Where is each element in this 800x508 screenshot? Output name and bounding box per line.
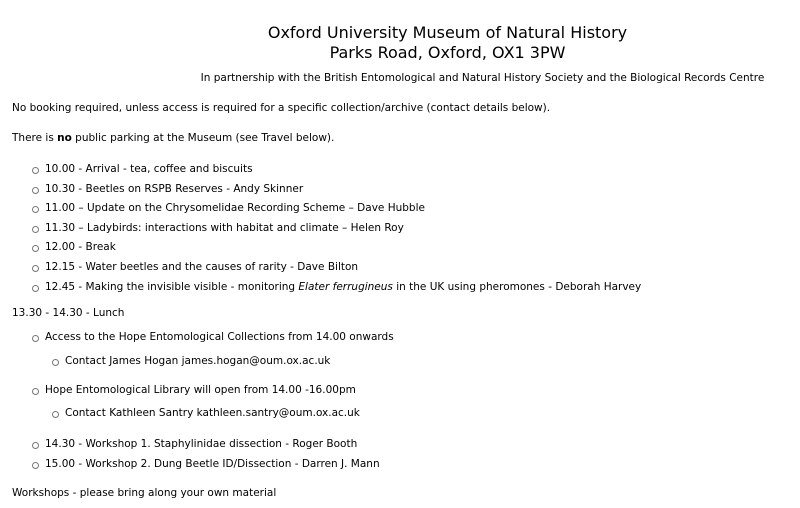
- parking-note: [12, 132, 334, 144]
- circle-bullet-icon: [32, 462, 39, 469]
- circle-bullet-icon: [32, 265, 39, 272]
- page-title: Oxford University Museum of Natural History: [267, 23, 628, 42]
- circle-bullet-icon: [32, 167, 39, 174]
- circle-bullet-icon: [32, 388, 39, 395]
- list-item-workshop-2: 15.00 - Workshop 2. Dung Beetle ID/Dissection - Darren J. Mann: [32, 458, 380, 470]
- list-item: 11.30 – Ladybirds: interactions with habitat and climate – Helen Roy: [32, 219, 641, 239]
- circle-bullet-icon: [32, 285, 39, 292]
- list-item-collections-contact: Contact James Hogan james.hogan@oum.ox.ac.uk: [52, 355, 330, 367]
- parking-bold: no: [57, 132, 72, 144]
- circle-bullet-icon: [52, 411, 59, 418]
- list-item-library: Hope Entomological Library will open from 14.00 -16.00pm: [32, 384, 356, 396]
- list-item: 10.30 - Beetles on RSPB Reserves - Andy Skinner: [32, 180, 641, 200]
- circle-bullet-icon: [32, 187, 39, 194]
- title-block: [0, 23, 800, 63]
- species-name: Elater ferrugineus: [298, 280, 393, 293]
- circle-bullet-icon: [52, 359, 59, 366]
- list-item: 12.45 - Making the invisible visible - monitoring Elater ferrugineus in the UK using pheromones - Deborah Harvey: [32, 278, 641, 298]
- circle-bullet-icon: [32, 335, 39, 342]
- list-item: 12.00 - Break: [32, 238, 641, 258]
- list-item-collections: Access to the Hope Entomological Collections from 14.00 onwards: [32, 331, 394, 343]
- list-item: 10.00 - Arrival - tea, coffee and biscuits: [32, 160, 641, 180]
- partnership-note: In partnership with the British Entomological and Natural History Society and the Biological Records Centre: [200, 72, 765, 84]
- circle-bullet-icon: [32, 245, 39, 252]
- morning-schedule: [32, 160, 641, 297]
- booking-note: No booking required, unless access is required for a specific collection/archive (contact details below).: [12, 102, 551, 114]
- circle-bullet-icon: [32, 226, 39, 233]
- workshop-note: Workshops - please bring along your own material: [12, 487, 277, 499]
- circle-bullet-icon: [32, 442, 39, 449]
- lunch-note: 13.30 - 14.30 - Lunch: [12, 307, 125, 319]
- address-line: Parks Road, Oxford, OX1 3PW: [329, 43, 566, 62]
- list-item-library-contact: Contact Kathleen Santry kathleen.santry@oum.ox.ac.uk: [52, 407, 360, 419]
- parking-post: public parking at the Museum (see Travel below).: [71, 132, 335, 144]
- parking-pre: There is: [12, 132, 58, 144]
- list-item: 12.15 - Water beetles and the causes of rarity - Dave Bilton: [32, 258, 641, 278]
- list-item: 11.00 – Update on the Chrysomelidae Recording Scheme – Dave Hubble: [32, 199, 641, 219]
- list-item-workshop-1: 14.30 - Workshop 1. Staphylinidae dissection - Roger Booth: [32, 438, 357, 450]
- circle-bullet-icon: [32, 206, 39, 213]
